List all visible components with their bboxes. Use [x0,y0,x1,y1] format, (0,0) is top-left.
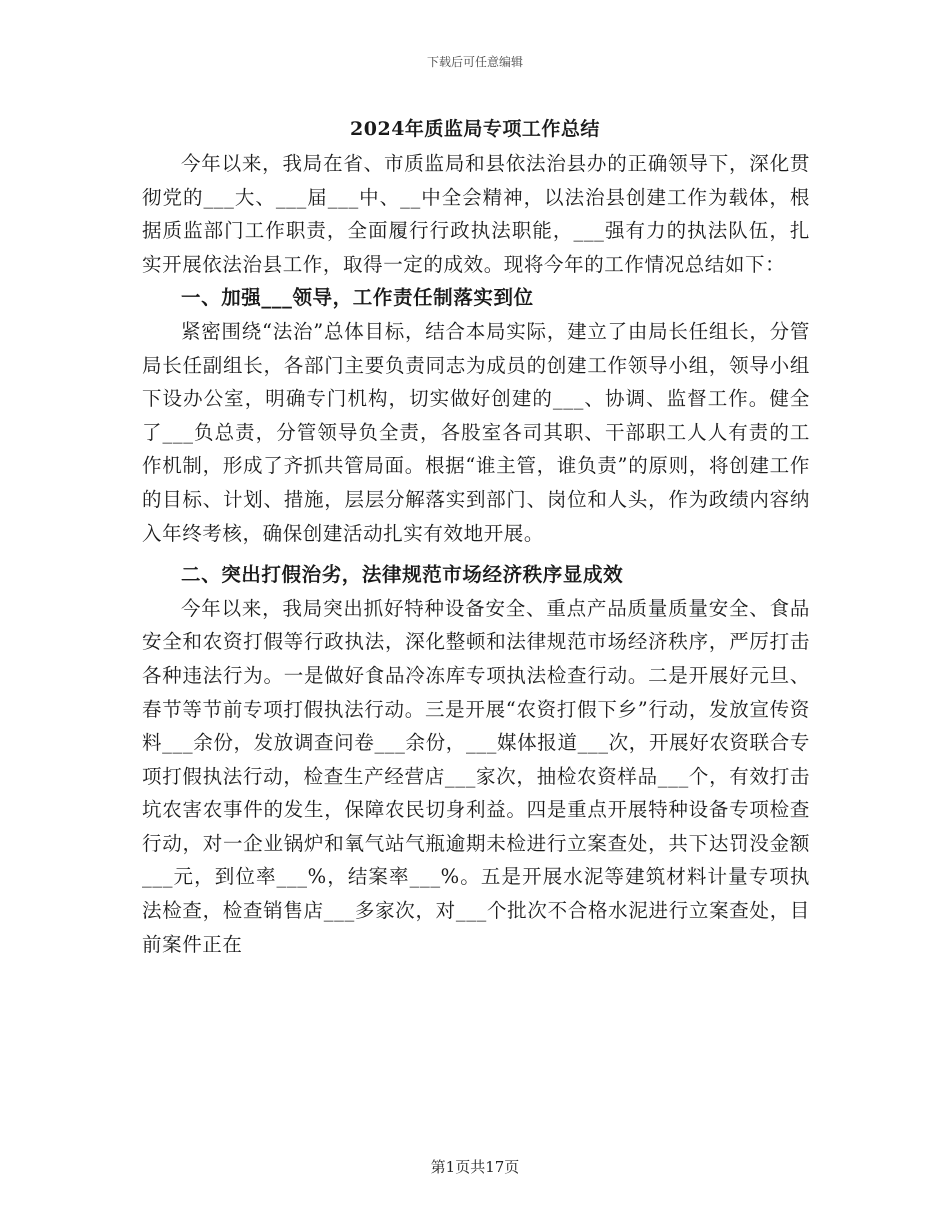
page-header-note: 下载后可任意编辑 [426,55,523,69]
section-2-heading: 二、突出打假治劣，法律规范市场经济秩序显成效 [181,563,624,587]
page-number: 第1页共17页 [430,1158,520,1176]
section-2-paragraph: 今年以来，我局突出抓好特种设备安全、重点产品质量质量安全、食品安全和农资打假等行政执法，深化整顿和法律规范市场经济秩序，严厉打击各种违法行为。一是做好食品冷冻库专项执法检查行动。二是开展好元旦、春节等节前专项打假执法行动。三是开展“农资打假下乡”行动，发放宣传资料___余份，发放调查问卷___余份，___媒体报道___次，开展好农资联合专项打假执法行动，检查生产经营店___家次，抽检农资样品___个，有效打击坑农害农事件的发生，保障农民切身利益。四是重点开展特种设备专项检查行动，对一企业锅炉和氧气站气瓶逾期未检进行立案查处，共下达罚没金额___元，到位率___%，结案率___%。五是开展水泥等建筑材料计量专项执法检查，检查销售店___多家次，对___个批次不合格水泥进行立案查处，目前案件正在 [142,596,810,956]
section-1-heading: 一、加强___领导，工作责任制落实到位 [181,286,534,310]
section-spacer [142,550,810,558]
document-body [142,147,810,961]
intro-paragraph: 今年以来，我局在省、市质监局和县依法治县办的正确领导下，深化贯彻党的___大、___届___中、__中全会精神，以法治县创建工作为载体，根据质监部门工作职责，全面履行行政执法职能，___强有力的执法队伍，扎实开展依法治县工作，取得一定的成效。现将今年的工作情况总结如下： [142,152,810,276]
document-title: 2024年质监局专项工作总结 [350,118,600,140]
section-1-paragraph: 紧密围绕“法治”总体目标，结合本局实际，建立了由局长任组长，分管局长任副组长，各部门主要负责同志为成员的创建工作领导小组，领导小组下设办公室，明确专门机构，切实做好创建的___、协调、监督工作。健全了___负总责，分管领导负全责，各股室各司其职、干部职工人人有责的工作机制，形成了齐抓共管局面。根据“谁主管，谁负责”的原则，将创建工作的目标、计划、措施，层层分解落实到部门、岗位和人头，作为政绩内容纳入年终考核，确保创建活动扎实有效地开展。 [142,319,810,545]
